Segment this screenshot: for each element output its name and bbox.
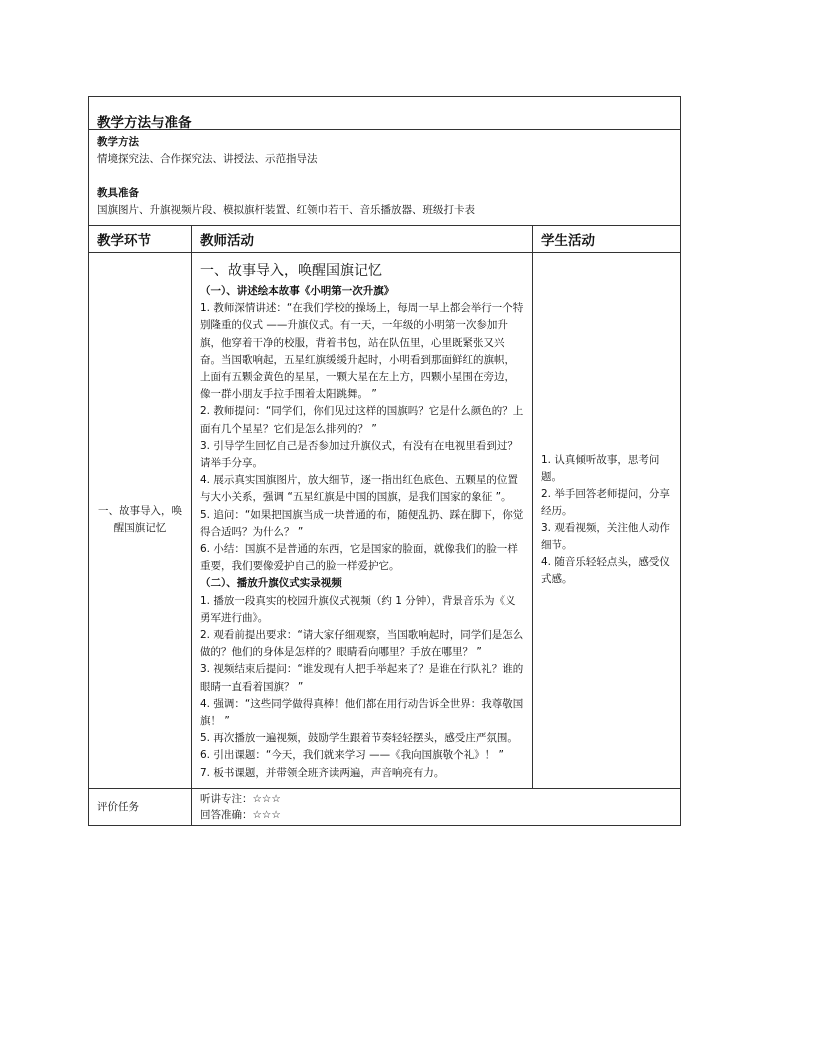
methods-heading: 教学方法: [97, 136, 139, 148]
stage-cell: 一、故事导入，唤醒国旗记忆: [89, 253, 192, 789]
teacher-activity-title: 一、故事导入，唤醒国旗记忆: [200, 263, 382, 279]
student-activity-cell: [533, 253, 681, 789]
header-stage: 教学环节: [89, 226, 192, 253]
part2-item: 5. 再次播放一遍视频，鼓励学生跟着节奏轻轻摆头，感受庄严氛围。: [200, 732, 518, 745]
evaluation-line: 听讲专注：☆☆☆: [200, 792, 281, 805]
part2-item: 6. 引出课题：“今天，我们就来学习 ——《我向国旗敬个礼》！ ”: [200, 749, 504, 762]
student-item: 1. 认真倾听故事，思考问题。: [541, 454, 660, 484]
student-item: 4. 随音乐轻轻点头，感受仪式感。: [541, 556, 670, 586]
part2-item: 4. 强调：“这些同学做得真棒！他们都在用行动告诉全世界：我尊敬国旗！ ”: [200, 697, 524, 728]
part1-title: （一）、讲述绘本故事《小明第一次升旗》: [200, 285, 395, 297]
part2-item: 2. 观看前提出要求：“请大家仔细观察，当国歌响起时，同学们是怎么做的？他们的身体是怎样的？眼睛看向哪里？手放在哪里？ ”: [200, 629, 524, 659]
evaluation-cell: [192, 788, 681, 825]
evaluation-row: [89, 788, 681, 825]
materials-text: 国旗图片、升旗视频片段、模拟旗杆装置、红领巾若干、音乐播放器、班级打卡表: [97, 204, 475, 216]
part1-item: 4. 展示真实国旗图片，放大细节，逐一指出红色底色、五颗星的位置与大小关系，强调 “五星红旗是中国的国旗，是我们国家的象征 ”。: [200, 474, 518, 504]
part1-item: 2. 教师提问：“同学们，你们见过这样的国旗吗？它是什么颜色的？上面有几个星星？它们是怎么排列的？ ”: [200, 405, 524, 435]
table-row: [89, 253, 681, 789]
student-item: 3. 观看视频，关注他人动作细节。: [541, 522, 670, 552]
section-title: 教学方法与准备: [97, 115, 192, 131]
part1-item: 5. 追问：“如果把国旗当成一块普通的布，随便乱扔、踩在脚下，你觉得合适吗？为什么？ ”: [200, 508, 524, 538]
part2-item: 3. 视频结束后提问：“谁发现有人把手举起来了？是谁在行队礼？谁的眼睛一直看着国旗？ ”: [200, 663, 524, 693]
part1-item: 6. 小结：国旗不是普通的东西，它是国家的脸面，就像我们的脸一样重要，我们要像爱护自己的脸一样爱护它。: [200, 543, 518, 573]
part2-item: 7. 板书课题，并带领全班齐读两遍，声音响亮有力。: [200, 766, 445, 779]
part1-item: 1. 教师深情讲述：“在我们学校的操场上，每周一早上都会举行一个特别隆重的仪式 ——升旗仪式。有一天，一年级的小明第一次参加升旗，他穿着干净的校服，背着书包，站在队伍里，心里既紧张又兴奋。当国歌响起，五星红旗缓缓升起时，小明看到那面鲜红的旗帜，上面有五颗金黄色的星星，一颗大星在左上方，四颗小星围在旁边，像一群小朋友手拉手围着太阳跳舞。 ”: [200, 302, 524, 401]
part2-title: （二）、播放升旗仪式实录视频: [200, 577, 342, 590]
section-title-cell: [89, 97, 681, 130]
preparation-cell: [89, 130, 681, 226]
lesson-plan-page: [88, 96, 680, 826]
evaluation-line: 回答准确：☆☆☆: [200, 808, 281, 821]
evaluation-label: 评价任务: [89, 788, 192, 825]
materials-heading: 教具准备: [97, 187, 139, 199]
header-teacher: 教师活动: [192, 226, 533, 253]
part1-item: 3. 引导学生回忆自己是否参加过升旗仪式，有没有在电视里看到过？请举手分享。: [200, 439, 518, 470]
methods-text: 情境探究法、合作探究法、讲授法、示范指导法: [97, 153, 318, 165]
header-student: 学生活动: [533, 226, 681, 253]
lesson-plan-table: [88, 96, 681, 826]
teacher-activity-cell: [192, 253, 533, 789]
student-item: 2. 举手回答老师提问，分享经历。: [541, 488, 670, 518]
table-header-row: [89, 226, 681, 253]
part2-item: 1. 播放一段真实的校园升旗仪式视频（约 1 分钟），背景音乐为《义勇军进行曲》。: [200, 594, 516, 624]
